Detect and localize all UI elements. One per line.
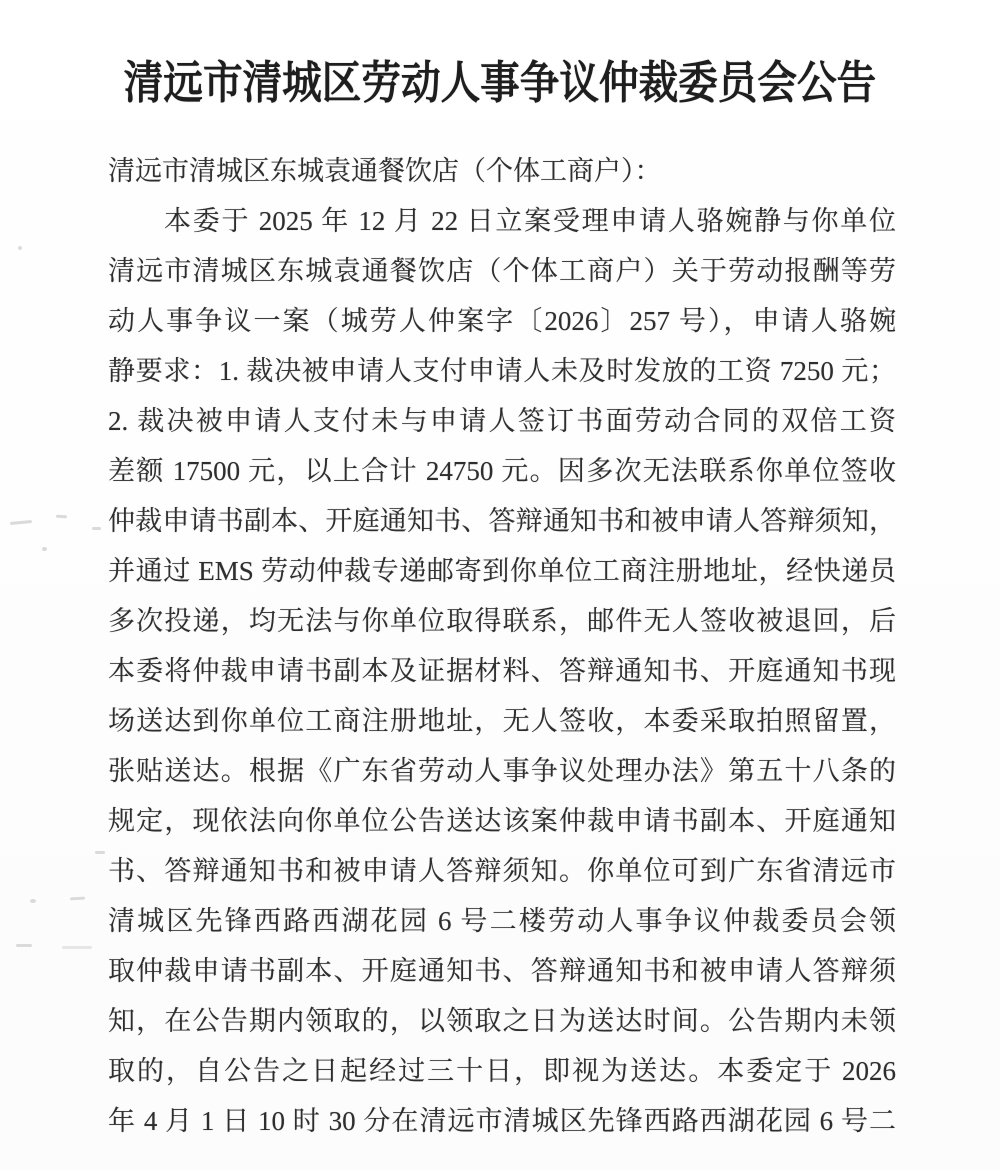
body-line: 清城区先锋西路西湖花园 6 号二楼劳动人事争议仲裁委员会领 <box>108 906 896 936</box>
body-line: 2. 裁决被申请人支付未与申请人签订书面劳动合同的双倍工资 <box>108 406 896 436</box>
scan-artifact <box>10 520 32 525</box>
body-line: 本委将仲裁申请书副本及证据材料、答辩通知书、开庭通知书现 <box>108 656 896 686</box>
body-line: 规定，现依法向你单位公告送达该案仲裁申请书副本、开庭通知 <box>108 806 896 836</box>
body-line: 并通过 EMS 劳动仲裁专递邮寄到你单位工商注册地址，经快递员 <box>108 556 896 586</box>
body-line: 取仲裁申请书副本、开庭通知书、答辩通知书和被申请人答辩须 <box>108 956 896 986</box>
body-line: 动人事争议一案（城劳人仲案字〔2026〕257 号），申请人骆婉 <box>108 306 896 336</box>
scan-artifact <box>95 851 105 854</box>
body-line: 场送达到你单位工商注册地址，无人签收，本委采取拍照留置， <box>108 706 896 736</box>
body-line: 年 4 月 1 日 10 时 30 分在清远市清城区先锋西路西湖花园 6 号二 <box>108 1106 896 1136</box>
body-line: 仲裁申请书副本、开庭通知书、答辩通知书和被申请人答辩须知， <box>108 506 896 536</box>
scan-artifact <box>30 899 36 903</box>
scan-artifact <box>70 897 85 901</box>
addressee-line: 清远市清城区东城袁通餐饮店（个体工商户）： <box>108 156 662 186</box>
document-title: 清远市清城区劳动人事争议仲裁委员会公告 <box>123 57 877 108</box>
body-line: 静要求：1. 裁决被申请人支付申请人未及时发放的工资 7250 元； <box>108 356 896 386</box>
body-line: 取的，自公告之日起经过三十日，即视为送达。本委定于 2026 <box>108 1056 896 1086</box>
body-line: 书、答辩通知书和被申请人答辩须知。你单位可到广东省清远市 <box>108 856 896 886</box>
body-line: 知，在公告期内领取的，以领取之日为送达时间。公告期内未领 <box>108 1006 896 1036</box>
scan-artifact <box>92 527 101 530</box>
scan-artifact <box>62 946 92 949</box>
body-line: 张贴送达。根据《广东省劳动人事争议处理办法》第五十八条的 <box>108 756 896 786</box>
document-body <box>108 146 896 1146</box>
scan-artifact <box>56 515 67 519</box>
body-line: 清远市清城区东城袁通餐饮店（个体工商户）关于劳动报酬等劳 <box>108 256 896 286</box>
body-line: 多次投递，均无法与你单位取得联系，邮件无人签收被退回，后 <box>108 606 896 636</box>
scan-artifact <box>42 547 47 551</box>
body-line: 差额 17500 元，以上合计 24750 元。因多次无法联系你单位签收 <box>108 456 896 486</box>
scan-artifact <box>18 246 22 250</box>
scan-artifact <box>16 944 32 947</box>
body-line: 本委于 2025 年 12 月 22 日立案受理申请人骆婉静与你单位 <box>164 206 896 236</box>
